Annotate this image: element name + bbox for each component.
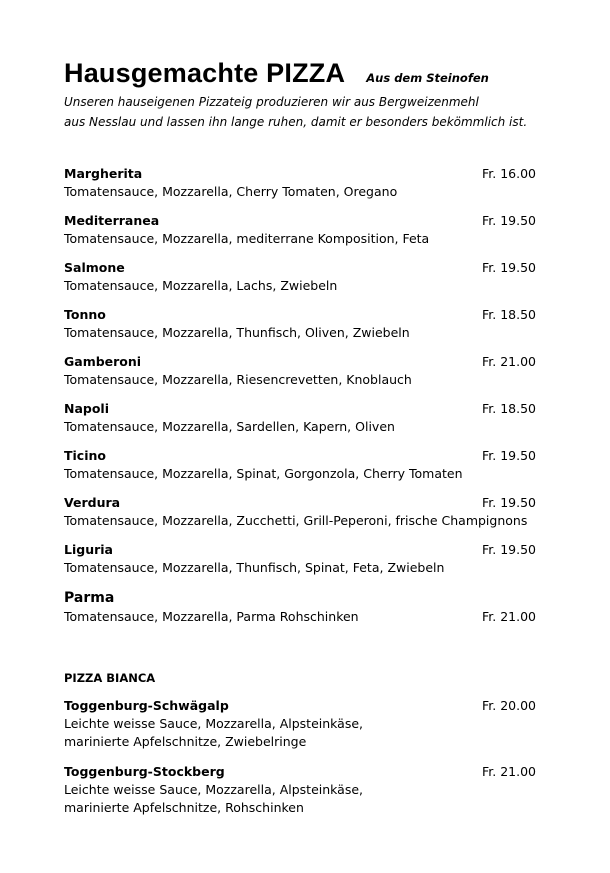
menu-item-salmone	[64, 259, 536, 295]
item-description: Tomatensauce, Mozzarella, Thunfisch, Spinat, Feta, Zwiebeln	[64, 560, 445, 575]
item-price: Fr. 19.50	[481, 260, 536, 275]
item-description: Tomatensauce, Mozzarella, Cherry Tomaten, Oregano	[64, 184, 398, 199]
item-price: Fr. 19.50	[481, 448, 536, 463]
item-name: Verdura	[64, 495, 121, 510]
item-name: Tonno	[64, 307, 106, 322]
item-description: Tomatensauce, Mozzarella, mediterrane Komposition, Feta	[64, 231, 430, 246]
item-name: Gamberoni	[64, 354, 142, 369]
item-price: Fr. 21.00	[481, 764, 536, 779]
item-description: Tomatensauce, Mozzarella, Thunfisch, Oliven, Zwiebeln	[64, 325, 410, 340]
item-name: Liguria	[64, 542, 113, 557]
item-name: Toggenburg-Stockberg	[64, 764, 225, 779]
item-description: marinierte Apfelschnitze, Zwiebelringe	[64, 734, 307, 749]
item-description: Tomatensauce, Mozzarella, Zucchetti, Grill-Peperoni, frische Champignons	[64, 513, 528, 528]
item-name: Parma	[64, 590, 115, 606]
item-description: Tomatensauce, Mozzarella, Riesencrevetten, Knoblauch	[64, 372, 412, 387]
item-price: Fr. 19.50	[481, 213, 536, 228]
item-price: Fr. 21.00	[481, 354, 536, 369]
item-name: Napoli	[64, 401, 110, 416]
menu-item-margherita	[64, 165, 536, 201]
item-description: Tomatensauce, Mozzarella, Sardellen, Kapern, Oliven	[64, 419, 395, 434]
menu-item-liguria	[64, 541, 536, 577]
menu-item-tonno	[64, 306, 536, 342]
item-description: Leichte weisse Sauce, Mozzarella, Alpsteinkäse,	[64, 782, 364, 797]
menu-item-gamberoni	[64, 353, 536, 389]
page-title: Hausgemachte PIZZA	[64, 58, 346, 88]
item-name: Margherita	[64, 166, 143, 181]
menu-item-ticino	[64, 447, 536, 483]
menu-item-toggenburg-schwaegalp	[64, 697, 536, 751]
title-row	[64, 58, 489, 89]
section-heading-pizza-bianca: PIZZA BIANCA	[64, 671, 156, 685]
menu-item-verdura	[64, 494, 536, 530]
item-description: Tomatensauce, Mozzarella, Spinat, Gorgonzola, Cherry Tomaten	[64, 466, 463, 481]
intro-text	[64, 92, 527, 132]
intro-line: Unseren hauseigenen Pizzateig produzieren wir aus Bergweizenmehl	[64, 95, 479, 109]
item-price: Fr. 20.00	[481, 698, 536, 713]
item-description: Tomatensauce, Mozzarella, Parma Rohschinken	[64, 609, 359, 624]
item-price: Fr. 19.50	[481, 495, 536, 510]
menu-item-toggenburg-stockberg	[64, 763, 536, 817]
menu-item-napoli	[64, 400, 536, 436]
menu-item-mediterranea	[64, 212, 536, 248]
item-price: Fr. 16.00	[481, 166, 536, 181]
item-description: Leichte weisse Sauce, Mozzarella, Alpsteinkäse,	[64, 716, 364, 731]
page-subtitle: Aus dem Steinofen	[366, 71, 489, 85]
item-price: Fr. 18.50	[481, 307, 536, 322]
item-name: Toggenburg-Schwägalp	[64, 698, 229, 713]
item-description: Tomatensauce, Mozzarella, Lachs, Zwiebeln	[64, 278, 338, 293]
item-name: Ticino	[64, 448, 106, 463]
item-name: Mediterranea	[64, 213, 160, 228]
intro-line: aus Nesslau und lassen ihn lange ruhen, damit er besonders bekömmlich ist.	[64, 115, 528, 129]
item-price: Fr. 18.50	[481, 401, 536, 416]
item-price: Fr. 21.00	[481, 609, 536, 624]
item-name: Salmone	[64, 260, 125, 275]
menu-item-parma	[64, 588, 536, 626]
item-description: marinierte Apfelschnitze, Rohschinken	[64, 800, 304, 815]
item-price: Fr. 19.50	[481, 542, 536, 557]
